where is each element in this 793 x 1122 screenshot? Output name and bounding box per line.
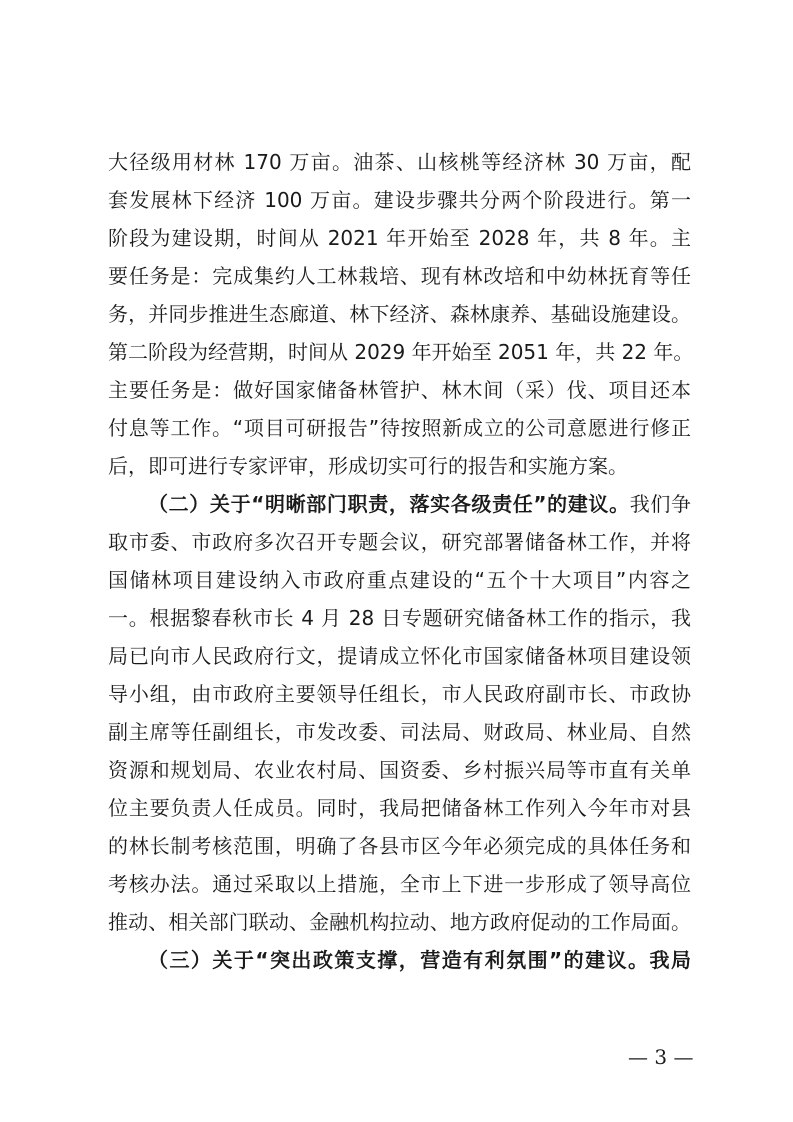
section-3-first-line <box>148 946 691 974</box>
page-number: — 3 — <box>628 1045 694 1069</box>
body-line: 局已向市人民政府行文，提请成立怀化市国家储备林项目建设领 <box>108 644 691 668</box>
body-line: 推动、相关部门联动、金融机构拉动、地方政府促动的工作局面。 <box>108 910 691 934</box>
body-line: 资源和规划局、农业农村局、国资委、乡村振兴局等市直有关单 <box>108 758 691 782</box>
body-line: 后，即可进行专家评审，形成切实可行的报告和实施方案。 <box>108 454 628 478</box>
body-line: 第二阶段为经营期，时间从 2029 年开始至 2051 年，共 22 年。 <box>108 340 694 364</box>
body-line: 主要任务是：做好国家储备林管护、林木间（采）伐、项目还本 <box>108 378 691 402</box>
body-line: 付息等工作。“项目可研报告”待按照新成立的公司意愿进行修正 <box>108 416 691 440</box>
body-line: 一。根据黎春秋市长 4 月 28 日专题研究储备林工作的指示，我 <box>108 606 691 630</box>
body-line: 阶段为建设期，时间从 2021 年开始至 2028 年，共 8 年。主 <box>108 226 691 250</box>
body-line: 取市委、市政府多次召开专题会议，研究部署储备林工作，并将 <box>108 530 691 554</box>
section-3-heading: （三）关于“突出政策支撑，营造有利氛围”的建议。 <box>148 948 650 972</box>
body-line: 导小组，由市政府主要领导任组长，市人民政府副市长、市政协 <box>108 682 691 706</box>
body-line: 位主要负责人任成员。同时，我局把储备林工作列入今年市对县 <box>108 796 691 820</box>
section-2-first-line-rest: 我们争 <box>629 492 692 516</box>
section-2-heading: （二）关于“明晰部门职责，落实各级责任”的建议。 <box>148 492 630 516</box>
body-line: 要任务是：完成集约人工林栽培、现有林改培和中幼林抚育等任 <box>108 264 691 288</box>
body-line: 务，并同步推进生态廊道、林下经济、森林康养、基础设施建设。 <box>108 302 691 326</box>
body-line: 大径级用材林 170 万亩。油茶、山核桃等经济林 30 万亩，配 <box>108 150 691 174</box>
body-line: 套发展林下经济 100 万亩。建设步骤共分两个阶段进行。第一 <box>108 188 691 212</box>
body-line: 副主席等任副组长，市发改委、司法局、财政局、林业局、自然 <box>108 720 691 744</box>
section-2-first-line <box>148 490 691 518</box>
body-line: 国储林项目建设纳入市政府重点建设的“五个十大项目”内容之 <box>108 568 691 592</box>
body-line: 考核办法。通过采取以上措施，全市上下进一步形成了领导高位 <box>108 872 691 896</box>
body-line: 的林长制考核范围，明确了各县市区今年必须完成的具体任务和 <box>108 834 691 858</box>
section-3-first-line-rest: 我局 <box>649 948 691 972</box>
